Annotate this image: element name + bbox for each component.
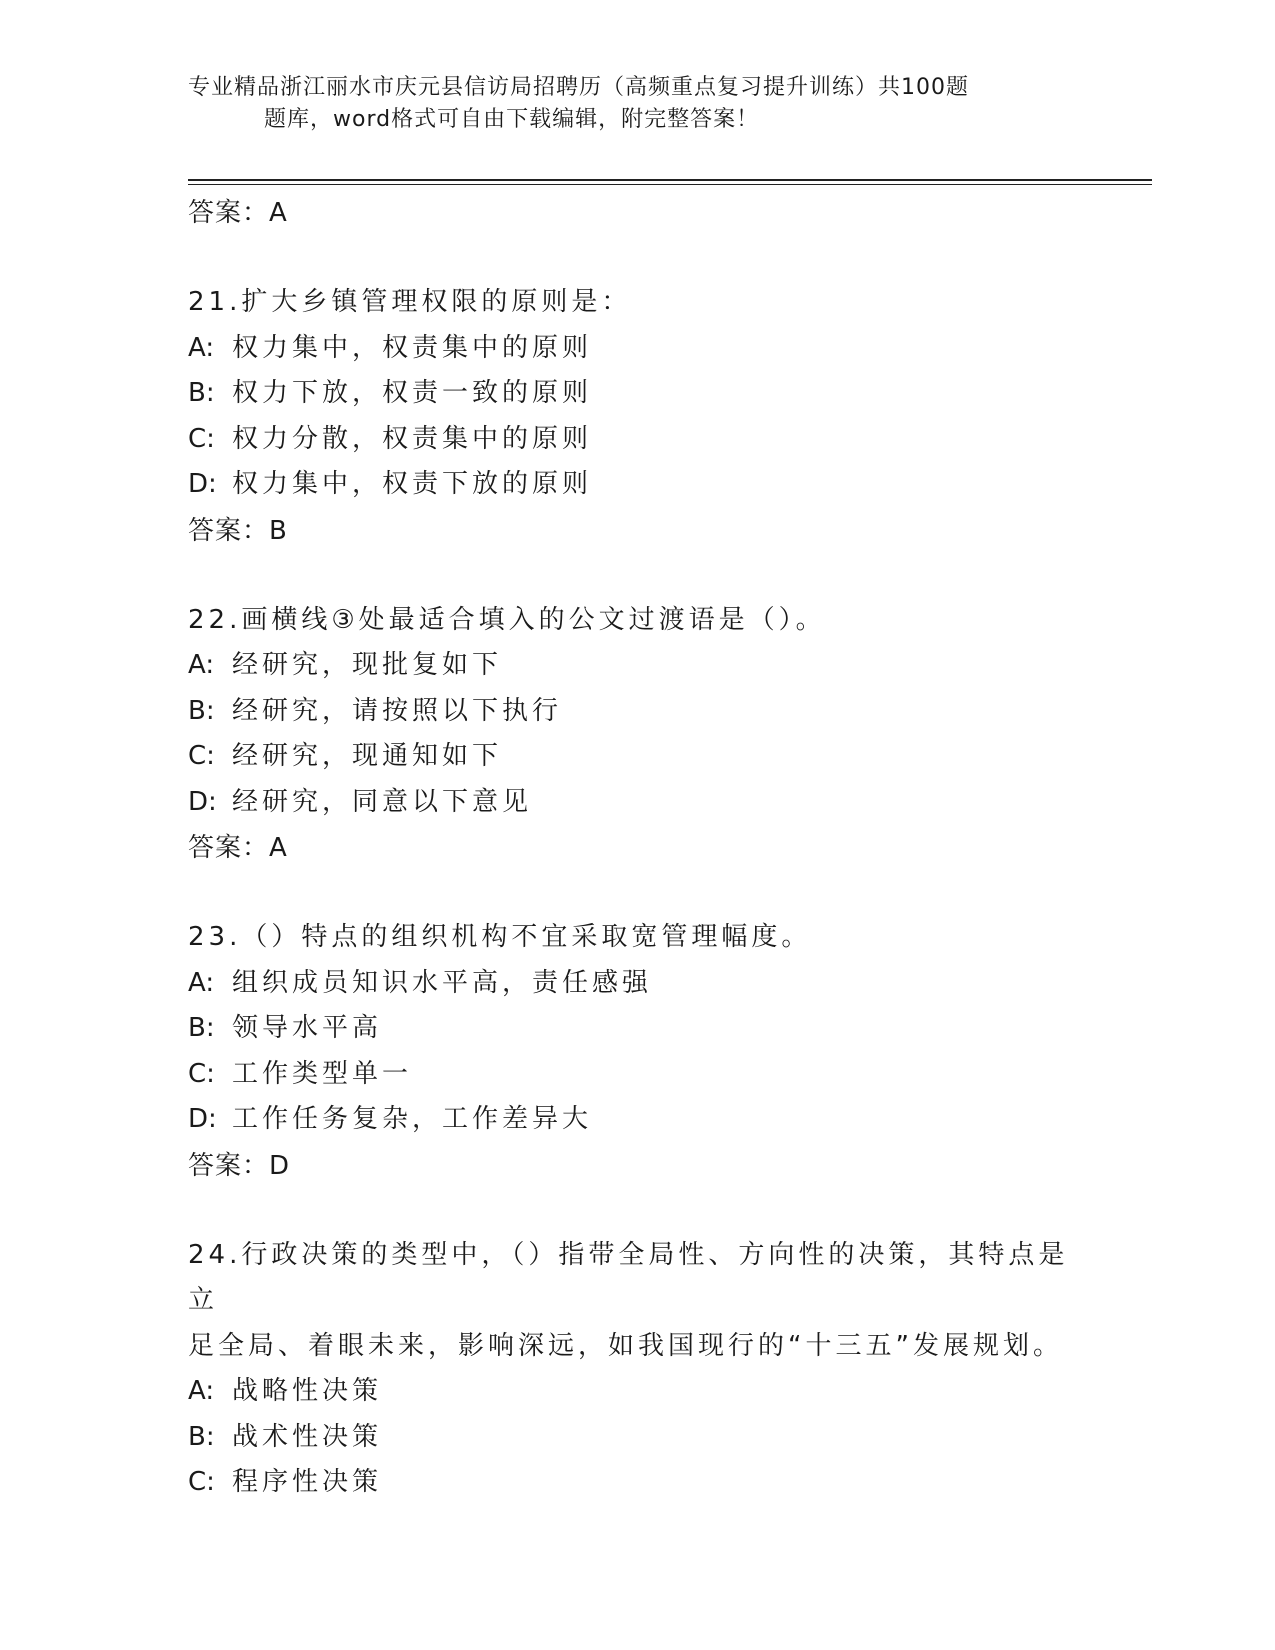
- option-text: 经研究，请按照以下执行: [232, 695, 563, 726]
- option-a: [188, 643, 1088, 689]
- question-24: [188, 1233, 1088, 1506]
- option-text: 领导水平高: [232, 1013, 383, 1043]
- answer-line: [188, 825, 1088, 871]
- answer-line: [188, 508, 1088, 554]
- option-d: [188, 462, 1088, 508]
- question-text: 22.画横线③处最适合填入的公文过渡语是（）。: [188, 604, 826, 635]
- option-d: [188, 780, 1088, 826]
- answer-value: A: [269, 833, 288, 863]
- option-text: 战术性决策: [232, 1421, 383, 1452]
- question-text: 23.（）特点的组织机构不宜采取宽管理幅度。: [188, 922, 812, 952]
- option-letter: C:: [188, 741, 215, 771]
- answer-label: 答案：: [188, 833, 270, 863]
- answer-value: D: [269, 1150, 291, 1181]
- document-content: [188, 190, 1088, 1506]
- option-letter: B:: [188, 695, 215, 726]
- header-title-line1: 专业精品浙江丽水市庆元县信访局招聘历（高频重点复习提升训练）共100题: [188, 75, 969, 100]
- option-letter: C:: [188, 423, 215, 454]
- option-b: [188, 371, 1088, 417]
- option-text: 战略性决策: [232, 1376, 383, 1406]
- document-header: [188, 72, 1068, 136]
- header-divider-thick: [188, 179, 1152, 181]
- answer-line: [188, 190, 1088, 236]
- option-text: 组织成员知识水平高，责任感强: [232, 967, 653, 998]
- option-letter: D:: [188, 469, 217, 499]
- option-b: [188, 1415, 1088, 1461]
- option-text: 工作任务复杂，工作差异大: [232, 1104, 593, 1134]
- option-letter: D:: [188, 1104, 217, 1134]
- question-text-line1: 24.行政决策的类型中，（）指带全局性、方向性的决策，其特点是立: [188, 1239, 1069, 1315]
- option-a: [188, 326, 1088, 372]
- option-text: 经研究，现批复如下: [232, 650, 503, 680]
- option-text: 经研究，现通知如下: [232, 741, 503, 771]
- option-letter: D:: [188, 786, 217, 817]
- header-title-line2: 题库，word格式可自由下载编辑，附完整答案！: [264, 107, 760, 132]
- option-text: 权力下放，权责一致的原则: [232, 378, 593, 408]
- option-text: 权力分散，权责集中的原则: [232, 423, 593, 454]
- option-d: [188, 1097, 1088, 1143]
- option-text: 权力集中，权责下放的原则: [232, 469, 593, 499]
- option-letter: A:: [188, 650, 215, 680]
- answer-line: [188, 1143, 1088, 1189]
- answer-label: 答案：: [188, 515, 270, 546]
- question-text: 21.扩大乡镇管理权限的原则是：: [188, 287, 632, 317]
- option-text: 工作类型单一: [232, 1058, 413, 1089]
- option-letter: A:: [188, 967, 215, 998]
- option-c: [188, 1052, 1088, 1098]
- answer-value: B: [269, 515, 288, 546]
- option-c: [188, 1460, 1088, 1506]
- question-text-line2: 足全局、着眼未来，影响深远，如我国现行的“十三五”发展规划。: [188, 1330, 1063, 1361]
- answer-value: A: [269, 198, 288, 228]
- option-b: [188, 1006, 1088, 1052]
- option-letter: B:: [188, 1013, 215, 1043]
- option-b: [188, 689, 1088, 735]
- option-letter: B:: [188, 378, 215, 408]
- answer-label: 答案：: [188, 198, 270, 228]
- option-letter: C:: [188, 1467, 215, 1497]
- option-c: [188, 734, 1088, 780]
- header-divider-thin: [188, 184, 1152, 185]
- option-c: [188, 417, 1088, 463]
- option-letter: A:: [188, 1376, 215, 1406]
- question-22: [188, 598, 1088, 872]
- option-text: 权力集中，权责集中的原则: [232, 332, 593, 363]
- option-letter: A:: [188, 332, 215, 363]
- option-letter: C:: [188, 1058, 215, 1089]
- answer-label: 答案：: [188, 1150, 270, 1181]
- question-21: [188, 280, 1088, 554]
- question-23: [188, 915, 1088, 1189]
- option-text: 程序性决策: [232, 1467, 383, 1497]
- option-a: [188, 1369, 1088, 1415]
- option-letter: B:: [188, 1421, 215, 1452]
- option-a: [188, 961, 1088, 1007]
- option-text: 经研究，同意以下意见: [232, 786, 533, 817]
